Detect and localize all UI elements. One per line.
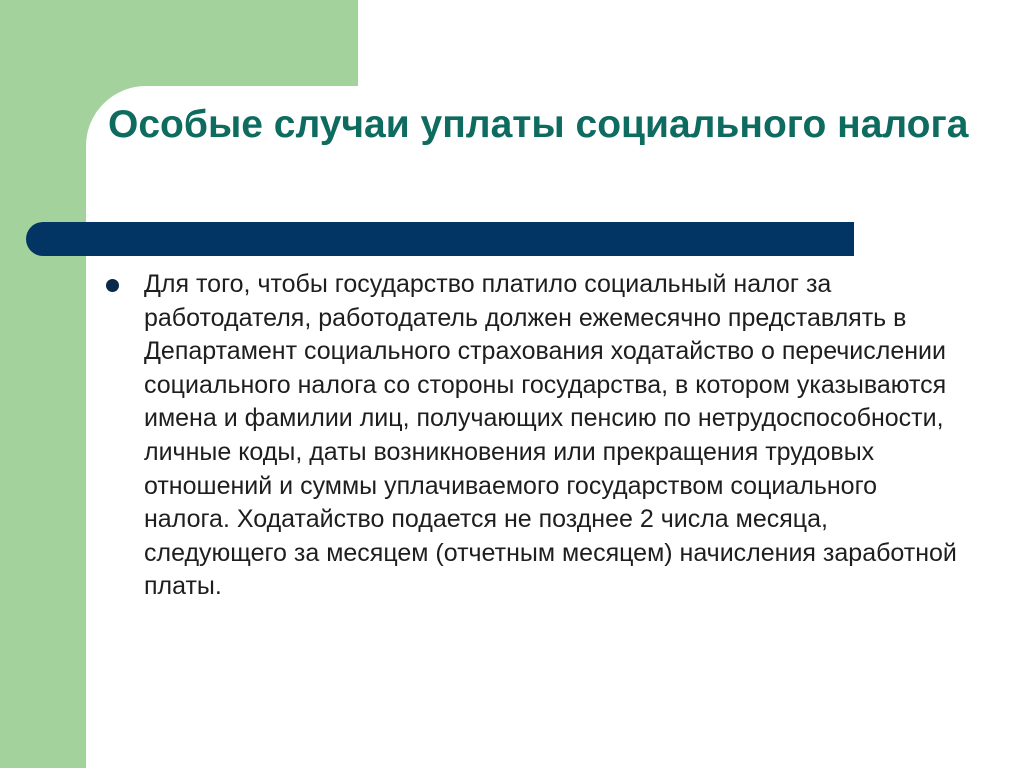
bullet-dot-icon [106,279,119,292]
slide-title: Особые случаи уплаты социального налога [108,103,969,146]
decorative-title-bar [26,222,854,256]
bullet-text: Для того, чтобы государство платило социальный налог за работодателя, работодатель должен ежемесячно представлять в Департамент социального страхования ходатайство о перечислении социального налога со стороны государства, в котором указываются имена и фамилии лиц, получающих пенсию по нетрудоспособности, личные коды, даты возникновения или прекращения трудовых отношений и суммы уплачиваемого государством социального налога. Ходатайство подается не позднее 2 числа месяца, следующего за месяцем (отчетным месяцем) начисления заработной платы. [144,270,957,601]
